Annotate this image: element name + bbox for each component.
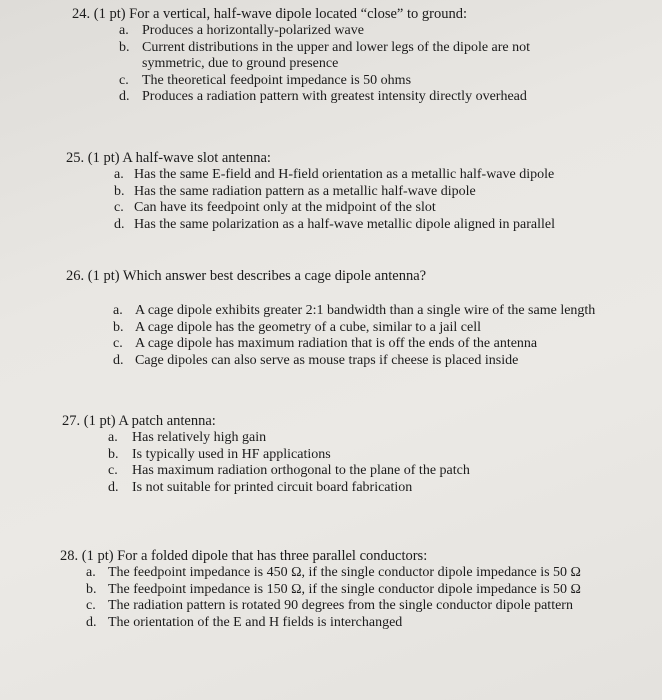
option-text: Produces a horizontally-polarized wave: [142, 23, 364, 38]
question-25: [66, 150, 636, 233]
option-text: A cage dipole exhibits greater 2:1 bandwidth than a single wire of the same length: [135, 303, 596, 318]
option-text: A cage dipole has the geometry of a cube, similar to a jail cell: [135, 319, 481, 335]
option-letter: a.: [119, 23, 129, 38]
question-title: 25. (1 pt) A half-wave slot antenna:: [66, 150, 271, 166]
option-letter: a.: [113, 303, 123, 318]
option-text: Is not suitable for printed circuit board fabrication: [132, 479, 413, 495]
option-b: [114, 184, 614, 201]
option-letter: b.: [119, 39, 130, 55]
option-a: [86, 565, 631, 582]
option-d: [113, 353, 623, 370]
question-title: 28. (1 pt) For a folded dipole that has three parallel conductors:: [60, 548, 428, 564]
option-d: [86, 615, 601, 632]
option-c: [108, 463, 588, 480]
option-letter: d.: [86, 614, 97, 630]
option-b: [113, 320, 613, 337]
question-title: 27. (1 pt) A patch antenna:: [62, 413, 216, 429]
option-letter: c.: [114, 200, 124, 215]
option-letter: b.: [114, 183, 125, 199]
question-28: [60, 548, 650, 631]
question-title: 26. (1 pt) Which answer best describes a cage dipole antenna?: [66, 268, 427, 284]
option-text: The feedpoint impedance is 150 Ω, if the single conductor dipole impedance is 50 Ω: [108, 581, 581, 597]
option-letter: c.: [86, 598, 96, 613]
question-24: [72, 6, 632, 106]
question-26: [66, 268, 636, 369]
option-letter: d.: [114, 216, 125, 232]
option-text: A cage dipole has maximum radiation that is off the ends of the antenna: [135, 336, 538, 351]
option-c: [119, 73, 569, 90]
option-text: Has relatively high gain: [132, 430, 267, 445]
option-letter: c.: [108, 463, 118, 478]
option-letter: d.: [113, 352, 124, 368]
option-letter: d.: [108, 479, 119, 495]
option-a: [119, 23, 559, 40]
option-a: [114, 167, 614, 184]
option-text: The feedpoint impedance is 450 Ω, if the single conductor dipole impedance is 50 Ω: [108, 565, 581, 580]
option-a: [108, 430, 588, 447]
option-b: [119, 40, 569, 73]
option-letter: c.: [113, 336, 123, 351]
option-letter: a.: [86, 565, 96, 580]
option-letter: b.: [108, 446, 119, 462]
question-27: [62, 413, 632, 496]
option-letter: b.: [113, 319, 124, 335]
option-b: [86, 582, 631, 599]
option-text: Has maximum radiation orthogonal to the plane of the patch: [132, 463, 470, 478]
option-a: [113, 303, 613, 320]
option-text: The orientation of the E and H fields is interchanged: [108, 614, 403, 630]
option-b: [108, 447, 588, 464]
option-c: [86, 598, 601, 615]
option-text: Can have its feedpoint only at the midpoint of the slot: [134, 200, 436, 215]
option-letter: b.: [86, 581, 97, 597]
option-text: Current distributions in the upper and lower legs of the dipole are not symmetric, due to ground presence: [142, 39, 531, 71]
option-text: The radiation pattern is rotated 90 degrees from the single conductor dipole pattern: [108, 598, 573, 613]
option-d: [119, 89, 589, 106]
option-text: Produces a radiation pattern with greatest intensity directly overhead: [142, 89, 527, 104]
option-d: [114, 217, 624, 234]
option-c: [113, 336, 623, 353]
option-c: [114, 200, 614, 217]
option-letter: d.: [119, 89, 130, 104]
option-text: Cage dipoles can also serve as mouse traps if cheese is placed inside: [135, 352, 519, 368]
option-letter: c.: [119, 72, 129, 88]
option-text: Has the same E-field and H-field orientation as a metallic half-wave dipole: [134, 167, 555, 182]
option-letter: a.: [114, 167, 124, 182]
option-letter: a.: [108, 430, 118, 445]
option-text: Has the same radiation pattern as a metallic half-wave dipole: [134, 183, 476, 199]
option-text: Has the same polarization as a half-wave metallic dipole aligned in parallel: [134, 216, 555, 232]
option-text: The theoretical feedpoint impedance is 50 ohms: [142, 72, 412, 88]
option-text: Is typically used in HF applications: [132, 446, 331, 462]
question-title: 24. (1 pt) For a vertical, half-wave dipole located “close” to ground:: [72, 6, 467, 22]
option-d: [108, 480, 588, 497]
